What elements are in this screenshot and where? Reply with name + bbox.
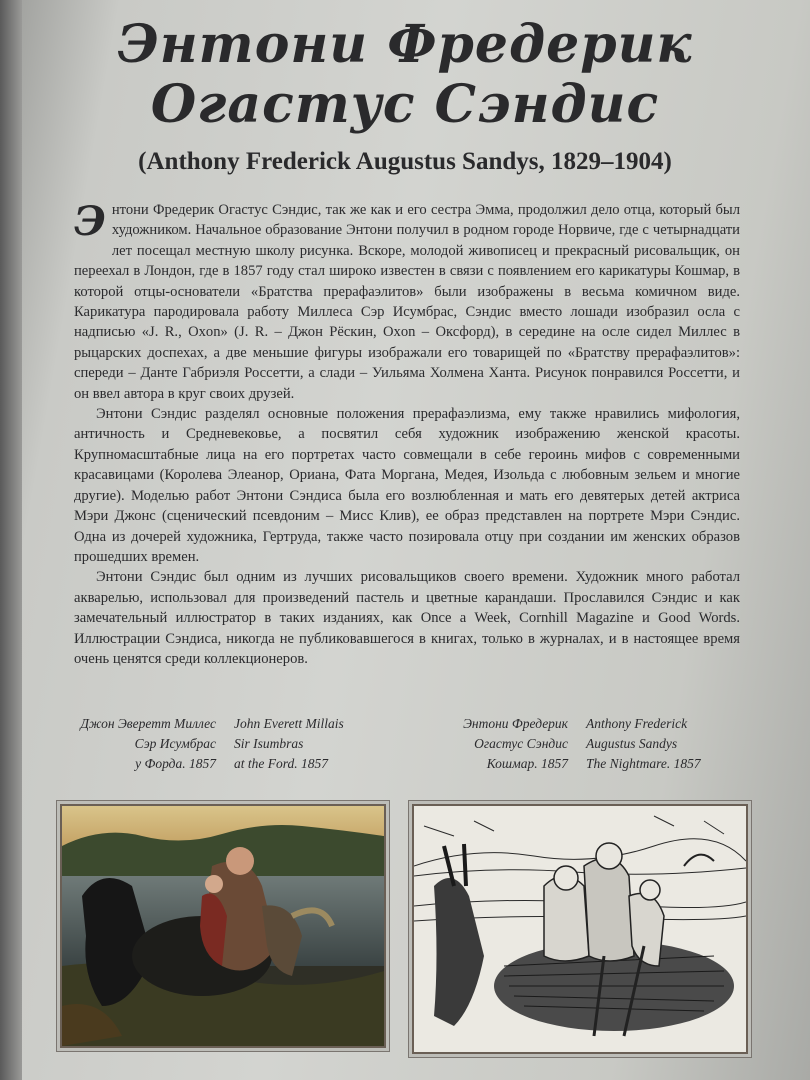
title-line-1: Энтони Фредерик (117, 14, 693, 75)
paragraph-2: Энтони Сэндис разделял основные положения прерафаэлизма, ему также нравились мифология, античность и Средневековье, а посвятил себя художник изображению женской красоты. Крупномасштабные лица на его портретах часто совмещали в себе героинь мифов с современными красавицами (Королева Элеанор, Ориана, Фата Моргана, Медея, Изольда с любовным зельем и многие другие). Моделью работ Энтони Сэндиса была его возлюбленная и мать его девятерых детей актриса Мэри Джонс (сценический псевдоним – Мисс Клив), ее образ представлен на портрете Мэри Сэндис. Одна из дочерей художника, Гертруда, также часто позировала отцу при создании им женских образов прошедших времен. (74, 406, 740, 565)
paragraph-1-text: нтони Фредерик Огастус Сэндис, так же как и его сестра Эмма, продолжил дело отца, который был художником. Начальное образование Энтони получил в родном городе Норвиче, где с четырнадцати лет посещал местную школу рисунка. Вскоре, молодой живописец и прекрасный рисовальщик, он переехал в Лондон, где в 1857 году стал широко известен в связи с появлением его карикатуры Кошмар, в которой отцы-основатели «Братства прерафаэлитов» были изображены в весьма комичном виде. Карикатура пародировала работу Миллеса Сэр Исумбрас, Сэндис вместо лошади изобразил осла с надписью «J. R., Oxon» (J. R. – Джон Рёскин, Oxon – Оксфорд), в середине на осле сидел Миллес в рыцарских доспехах, а две меньшие фигуры изображали его товарищей по «Братству прерафаэлитов»: спереди – Данте Габриэля Россетти, а слади – Уильяма Холмена Ханта. Рисунок понравился Россетти, и он ввел автора в круг своих друзей. (74, 202, 740, 402)
caption-left-en (234, 714, 394, 774)
caption-line: at the Ford. 1857 (234, 756, 328, 771)
caption-line: Джон Эверетт Миллес (80, 716, 216, 731)
caption-line: Сэр Исумбрас (134, 736, 216, 751)
caption-right-ru (410, 714, 568, 774)
caption-line: Augustus Sandys (586, 736, 678, 751)
painting-sir-isumbras (60, 804, 386, 1048)
caption-line: Anthony Frederick (586, 716, 688, 731)
caption-line: The Nightmare. 1857 (586, 756, 701, 771)
engraving-illustration (414, 806, 746, 1052)
caption-right-en (586, 714, 746, 774)
caption-line: Огастус Сэндис (474, 736, 568, 751)
paragraph-3: Энтони Сэндис был одним из лучших рисовальщиков своего времени. Художник много работал акварелью, использовал для произведений пастель и цветные карандаши. Прославился Сэндис и как замечательный иллюстратор в таких изданиях, как Once a Week, Cornhill Magazine и Good Words. Иллюстрации Сэндиса, никогда не публиковавшегося в книгах, только в журналах, и в настоящее время очень ценятся среди коллекционеров. (74, 569, 740, 667)
drop-cap: Э (74, 198, 106, 245)
caption-line: у Форда. 1857 (135, 756, 216, 771)
caption-left-ru (60, 714, 216, 774)
caption-line: Sir Isumbras (234, 736, 304, 751)
caption-line: Кошмар. 1857 (486, 756, 568, 771)
paragraph-1 (74, 200, 740, 404)
subtitle: (Anthony Frederick Augustus Sandys, 1829–1904) (138, 148, 672, 175)
painting-illustration (62, 806, 384, 1046)
title-line-2: Огастус Сэндис (150, 74, 660, 135)
caption-line: Энтони Фредерик (463, 716, 568, 731)
engraving-the-nightmare (412, 804, 748, 1054)
caption-line: John Everett Millais (234, 716, 344, 731)
body-text (74, 200, 740, 669)
